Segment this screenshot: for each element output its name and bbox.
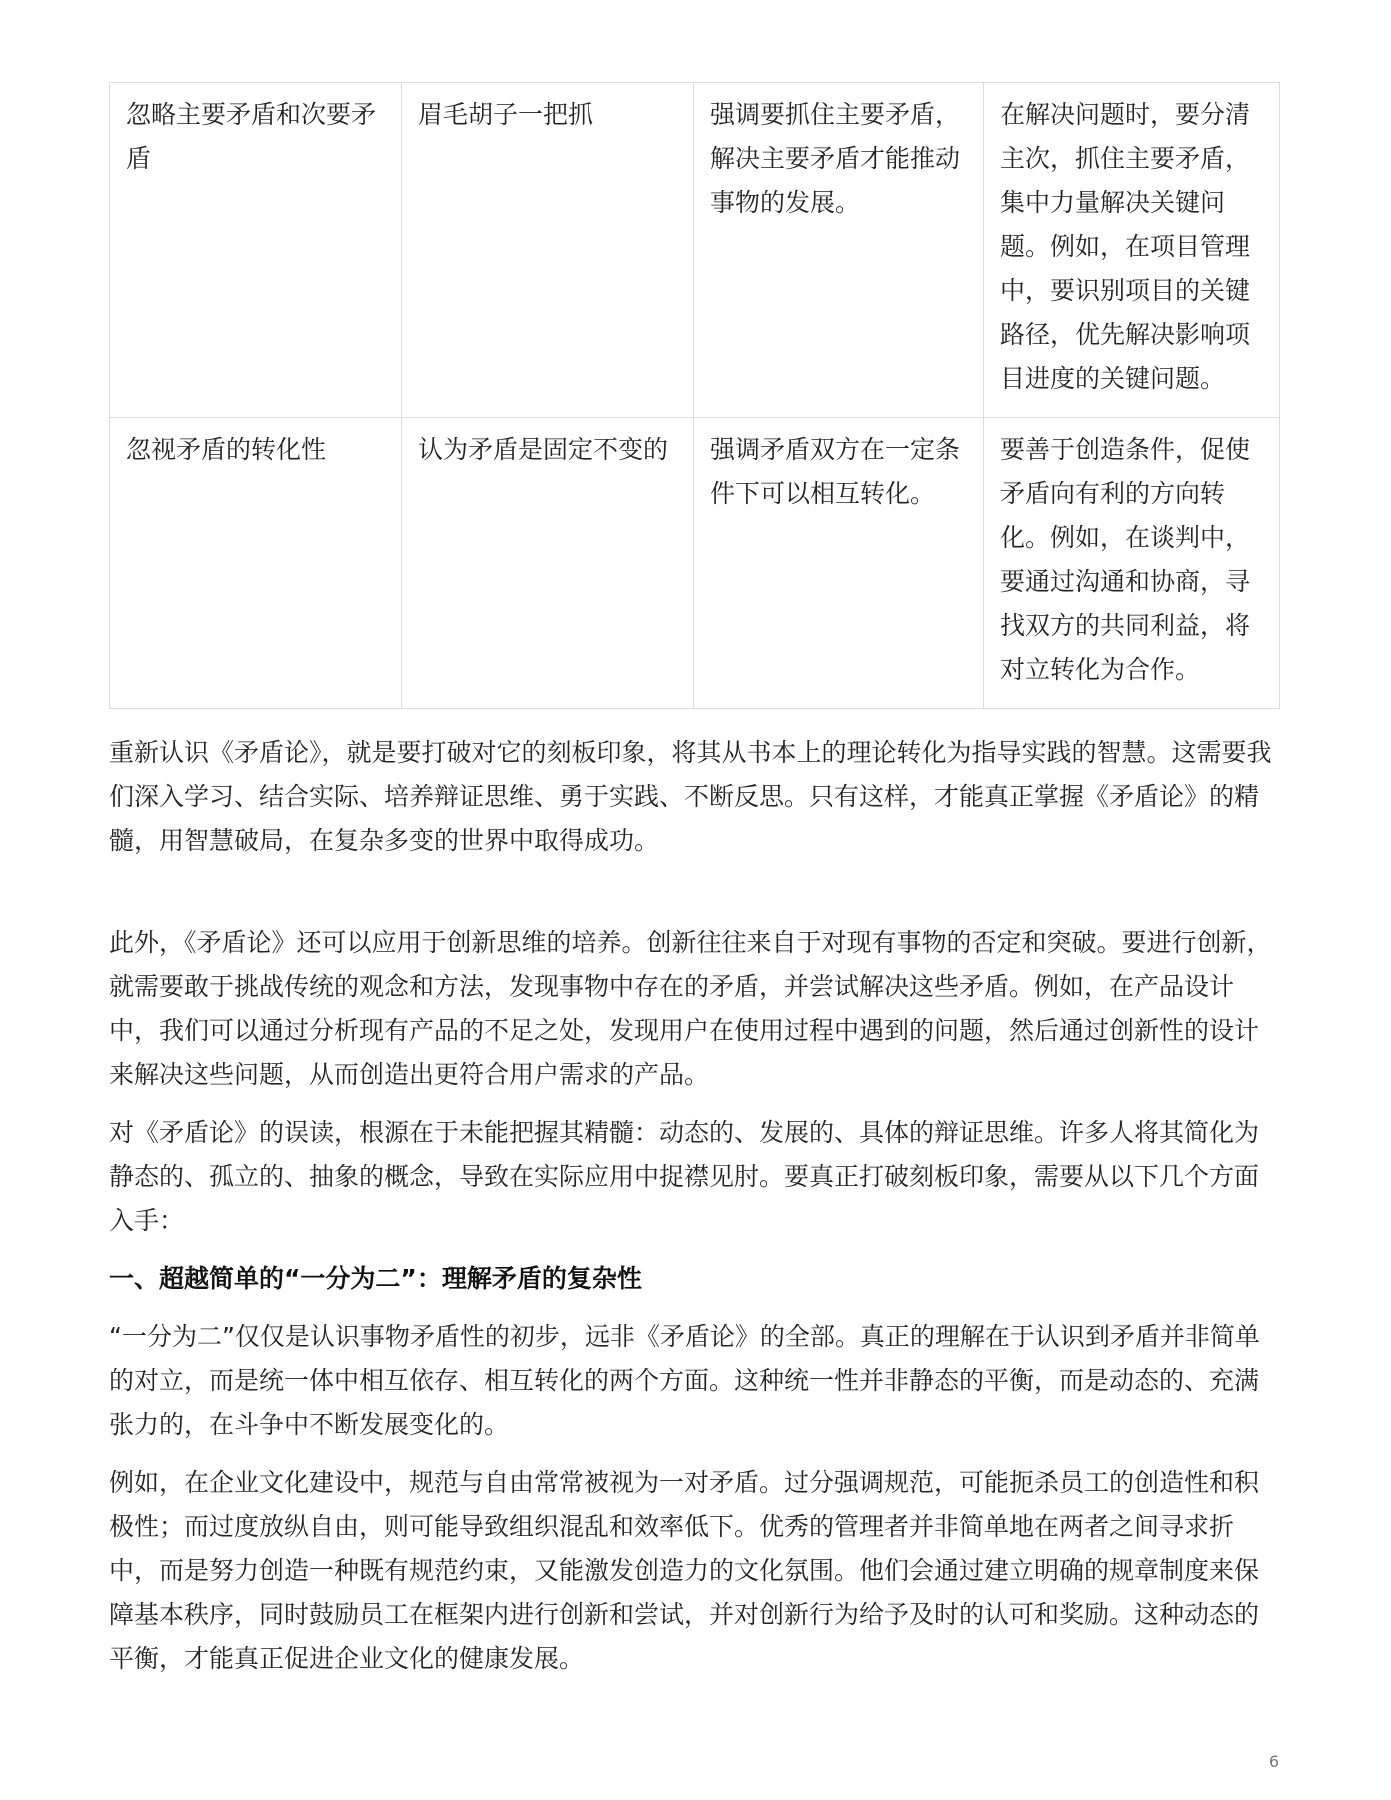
table-row [110, 83, 1280, 418]
innovation-paragraph: 此外，《矛盾论》还可以应用于创新思维的培养。创新往往来自于对现有事物的否定和突破。要进行创新，就需要敢于挑战传统的观念和方法，发现事物中存在的矛盾，并尝试解决这些矛盾。例如，在产品设计中，我们可以通过分析现有产品的不足之处，发现用户在使用过程中遇到的问题，然后通过创新性的设计来解决这些问题，从而创造出更符合用户需求的产品。 [109, 928, 1272, 1089]
section-example-paragraph: 例如，在企业文化建设中，规范与自由常常被视为一对矛盾。过分强调规范，可能扼杀员工的创造性和积极性；而过度放纵自由，则可能导致组织混乱和效率低下。优秀的管理者并非简单地在两者之间寻求折中，而是努力创造一种既有规范约束，又能激发创造力的文化氛围。他们会通过建立明确的规章制度来保障基本秩序，同时鼓励员工在框架内进行创新和尝试，并对创新行为给予及时的认可和奖励。这种动态的平衡，才能真正促进企业文化的健康发展。 [109, 1468, 1260, 1673]
table-cell-original-meaning: 强调要抓住主要矛盾，解决主要矛盾才能推动事物的发展。 [694, 83, 984, 418]
table-cell-practice: 在解决问题时，要分清主次，抓住主要矛盾，集中力量解决关键问题。例如，在项目管理中，要识别项目的关键路径，优先解决影响项目进度的关键问题。 [984, 83, 1280, 418]
table-row [110, 418, 1280, 709]
section-heading: 一、超越简单的“一分为二”：理解矛盾的复杂性 [109, 1264, 642, 1293]
document-page [109, 82, 1279, 1681]
table-cell-misread: 忽视矛盾的转化性 [110, 418, 402, 709]
comparison-table [109, 82, 1280, 709]
misreading-paragraph: 对《矛盾论》的误读，根源在于未能把握其精髓：动态的、发展的、具体的辩证思维。许多人将其简化为静态的、孤立的、抽象的概念，导致在实际应用中捉襟见肘。要真正打破刻板印象，需要从以下几个方面入手： [109, 1118, 1260, 1235]
table-cell-practice: 要善于创造条件，促使矛盾向有利的方向转化。例如，在谈判中，要通过沟通和协商，寻找双方的共同利益，将对立转化为合作。 [984, 418, 1280, 709]
table-cell-original-meaning: 强调矛盾双方在一定条件下可以相互转化。 [694, 418, 984, 709]
summary-paragraph: 重新认识《矛盾论》，就是要打破对它的刻板印象，将其从书本上的理论转化为指导实践的智慧。这需要我们深入学习、结合实际、培养辩证思维、勇于实践、不断反思。只有这样，才能真正掌握《矛盾论》的精髓，用智慧破局，在复杂多变的世界中取得成功。 [109, 738, 1272, 855]
page-number: 6 [1268, 1752, 1279, 1771]
table-cell-example: 眉毛胡子一把抓 [402, 83, 694, 418]
table-cell-misread: 忽略主要矛盾和次要矛盾 [110, 83, 402, 418]
table-cell-example: 认为矛盾是固定不变的 [402, 418, 694, 709]
section-body-paragraph: “一分为二”仅仅是认识事物矛盾性的初步，远非《矛盾论》的全部。真正的理解在于认识到矛盾并非简单的对立，而是统一体中相互依存、相互转化的两个方面。这种统一性并非静态的平衡，而是动态的、充满张力的，在斗争中不断发展变化的。 [109, 1322, 1260, 1439]
